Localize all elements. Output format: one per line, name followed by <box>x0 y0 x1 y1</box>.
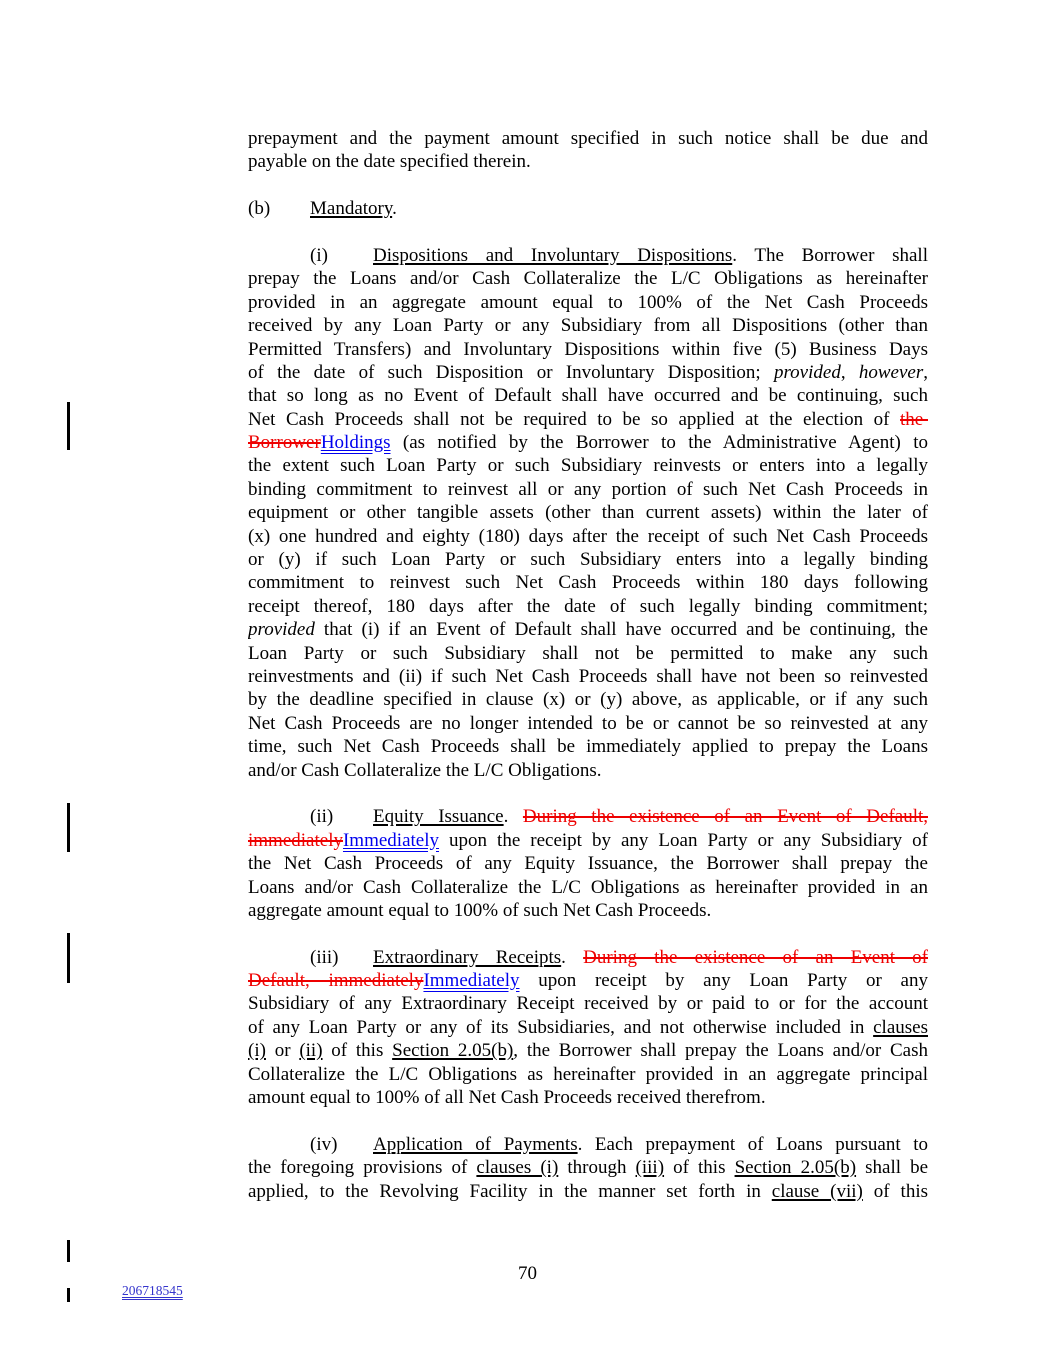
deleted-text: During the existence of an Event of Default, <box>522 806 928 828</box>
text-run: of the date of such Disposition or Involuntary Disposition; <box>248 361 774 383</box>
inserted-text: Immediately <box>423 970 520 992</box>
text-run: (as notified by the Borrower to the Administrative Agent) to <box>390 432 928 454</box>
text-line <box>248 478 928 501</box>
text-line <box>248 1180 928 1203</box>
text-line <box>248 852 928 875</box>
para-ii-equity-issuance <box>248 805 928 922</box>
text-run: of this <box>322 1040 393 1062</box>
text-line <box>248 642 928 665</box>
change-bar <box>67 803 70 852</box>
text-line <box>248 571 928 594</box>
text-run: received by any Loan Party or any Subsidiary from all Dispositions (other than <box>248 315 928 337</box>
deleted-text: During the existence of an Event of <box>583 946 928 968</box>
change-bar <box>67 933 70 983</box>
text-run: the extent such Loan Party or such Subsidiary reinvests or enters into a legally <box>248 455 928 477</box>
text-line <box>248 454 928 477</box>
text-line <box>248 150 928 173</box>
text-line <box>248 244 928 267</box>
text-run: Loan Party or such Subsidiary shall not be permitted to make any such <box>248 642 928 664</box>
text-line <box>248 408 928 431</box>
text-run: Net Cash Proceeds shall not be required to be so applied at the election of <box>248 408 901 430</box>
deleted-text: Default, immediately <box>248 970 424 992</box>
text-line <box>248 291 928 314</box>
text-run: amount equal to 100% of all Net Cash Proceeds received therefrom. <box>248 1087 766 1109</box>
text-run: time, such Net Cash Proceeds shall be immediately applied to prepay the Loans <box>248 736 928 758</box>
text-run: (iii) <box>635 1157 665 1179</box>
text-run: the foregoing provisions of <box>248 1157 477 1179</box>
list-marker: (iv) <box>310 1133 338 1155</box>
text-line <box>248 1133 928 1156</box>
text-run: clauses (i) <box>476 1157 559 1179</box>
text-run: . <box>561 946 584 968</box>
text-run: Collateralize the L/C Obligations as hereinafter provided in an aggregate principal <box>248 1063 928 1085</box>
text-line <box>248 267 928 290</box>
text-run: applied, to the Revolving Facility in the manner set forth in <box>248 1180 772 1202</box>
text-line <box>248 969 928 992</box>
text-run: and/or Cash Collateralize the L/C Obligations. <box>248 759 602 781</box>
text-run: that so long as no Event of Default shall have occurred and be continuing, such <box>248 385 928 407</box>
text-run: provided <box>248 619 315 641</box>
text-run: (i) <box>248 1040 266 1062</box>
text-run: Extraordinary Receipts <box>373 946 562 968</box>
text-run: , the Borrower shall prepay the Loans and/or Cash <box>513 1040 928 1062</box>
text-run: Equity Issuance <box>373 806 504 828</box>
text-run: Section 2.05(b) <box>392 1040 514 1062</box>
text-line <box>248 431 928 454</box>
text-line <box>248 338 928 361</box>
text-line <box>248 548 928 571</box>
text-line <box>248 712 928 735</box>
text-line <box>248 829 928 852</box>
doc-id-stamp: 206718545 <box>122 1283 183 1298</box>
text-line <box>248 1086 928 1109</box>
text-run: Application of Payments <box>373 1133 578 1155</box>
change-bar <box>67 1288 70 1302</box>
text-run: or (y) if such Loan Party or such Subsidiary enters into a legally binding <box>248 549 928 571</box>
text-run: or <box>265 1040 300 1062</box>
text-line <box>248 946 928 969</box>
text-line <box>248 876 928 899</box>
text-run: upon the receipt by any Loan Party or any Subsidiary of <box>439 829 928 851</box>
para-continuation <box>248 127 928 174</box>
text-run: Loans and/or Cash Collateralize the L/C Obligations as hereinafter provided in an <box>248 876 928 898</box>
text-line <box>248 805 928 828</box>
text-run: . Each prepayment of Loans pursuant to <box>577 1133 928 1155</box>
text-line <box>248 1156 928 1179</box>
deleted-text: Borrower <box>248 432 321 454</box>
list-marker: (iii) <box>310 946 339 968</box>
inserted-text: Immediately <box>342 829 440 851</box>
text-run: payable on the date specified therein. <box>248 151 531 173</box>
text-run: . The Borrower shall <box>732 244 928 266</box>
text-run: that (i) if an Event of Default shall have occurred and be continuing, the <box>314 619 928 641</box>
text-line <box>248 759 928 782</box>
para-i-dispositions <box>248 244 928 782</box>
text-line <box>248 1016 928 1039</box>
deleted-text: immediately <box>248 829 343 851</box>
text-run: reinvestments and (ii) if such Net Cash Proceeds shall have not been so reinvested <box>248 665 928 687</box>
text-line <box>248 618 928 641</box>
text-run: . <box>392 198 397 220</box>
text-line <box>248 525 928 548</box>
change-bar <box>67 402 70 450</box>
text-run: commitment to reinvest such Net Cash Proceeds within 180 days following <box>248 572 928 594</box>
text-line <box>248 314 928 337</box>
text-line <box>248 899 928 922</box>
text-run: Subsidiary of any Extraordinary Receipt received by or paid to or for the account <box>248 993 928 1015</box>
text-run: Mandatory <box>310 198 393 220</box>
text-run: shall be <box>856 1157 928 1179</box>
text-run: Dispositions and Involuntary Dispositions <box>373 244 733 266</box>
text-run: receipt thereof, 180 days after the date of such legally binding commitment; <box>248 595 928 617</box>
text-run: , <box>840 361 859 383</box>
text-run: . <box>503 806 523 828</box>
text-run: however <box>858 361 924 383</box>
text-run: equipment or other tangible assets (other than current assets) within the later of <box>248 502 928 524</box>
text-run: clause (vii) <box>771 1180 863 1202</box>
text-run: of this <box>664 1157 735 1179</box>
text-run: upon receipt by any Loan Party or any <box>519 970 928 992</box>
text-run: of any Loan Party or any of its Subsidiaries, and not otherwise included in <box>248 1016 874 1038</box>
text-line <box>248 1063 928 1086</box>
para-b-mandatory <box>248 197 928 220</box>
text-run: (ii) <box>299 1040 323 1062</box>
page-number: 70 <box>518 1263 537 1284</box>
list-marker: (ii) <box>310 806 334 828</box>
text-line <box>248 735 928 758</box>
change-bar <box>67 1240 70 1262</box>
text-run: prepayment and the payment amount specified in such notice shall be due and <box>248 128 928 149</box>
text-run: prepay the Loans and/or Cash Collateralize the L/C Obligations as hereinafter <box>248 268 928 290</box>
text-line <box>248 1039 928 1062</box>
list-marker: (b) <box>248 198 271 220</box>
text-run: of this <box>862 1180 928 1202</box>
text-run: Permitted Transfers) and Involuntary Dispositions within five (5) Business Days <box>248 338 928 360</box>
text-run: (x) one hundred and eighty (180) days after the receipt of such Net Cash Proceeds <box>248 525 928 547</box>
text-line <box>248 665 928 688</box>
text-line <box>248 501 928 524</box>
text-line <box>248 127 928 150</box>
text-run: through <box>558 1157 636 1179</box>
text-run: Section 2.05(b) <box>734 1157 857 1179</box>
text-line <box>248 595 928 618</box>
text-line <box>248 384 928 407</box>
text-line <box>248 992 928 1015</box>
text-run: binding commitment to reinvest all or any portion of such Net Cash Proceeds in <box>248 478 928 500</box>
text-run: aggregate amount equal to 100% of such Net Cash Proceeds. <box>248 899 712 921</box>
text-run: by the deadline specified in clause (x) or (y) above, as applicable, or if any such <box>248 689 928 711</box>
list-marker: (i) <box>310 244 328 266</box>
text-run: Net Cash Proceeds are no longer intended to be or cannot be so reinvested at any <box>248 712 928 734</box>
text-run: , <box>923 361 928 383</box>
text-line <box>248 361 928 384</box>
para-iv-application-of-payments <box>248 1133 928 1203</box>
text-run: clauses <box>873 1016 928 1038</box>
text-line <box>248 197 928 220</box>
document-body <box>248 127 928 1226</box>
deleted-text: the <box>900 408 928 430</box>
inserted-text: Holdings <box>320 432 391 454</box>
para-iii-extraordinary-receipts <box>248 946 928 1110</box>
text-line <box>248 688 928 711</box>
text-run: the Net Cash Proceeds of any Equity Issuance, the Borrower shall prepay the <box>248 853 928 875</box>
text-run: provided <box>773 361 841 383</box>
text-run: provided in an aggregate amount equal to 100% of the Net Cash Proceeds <box>248 291 928 313</box>
